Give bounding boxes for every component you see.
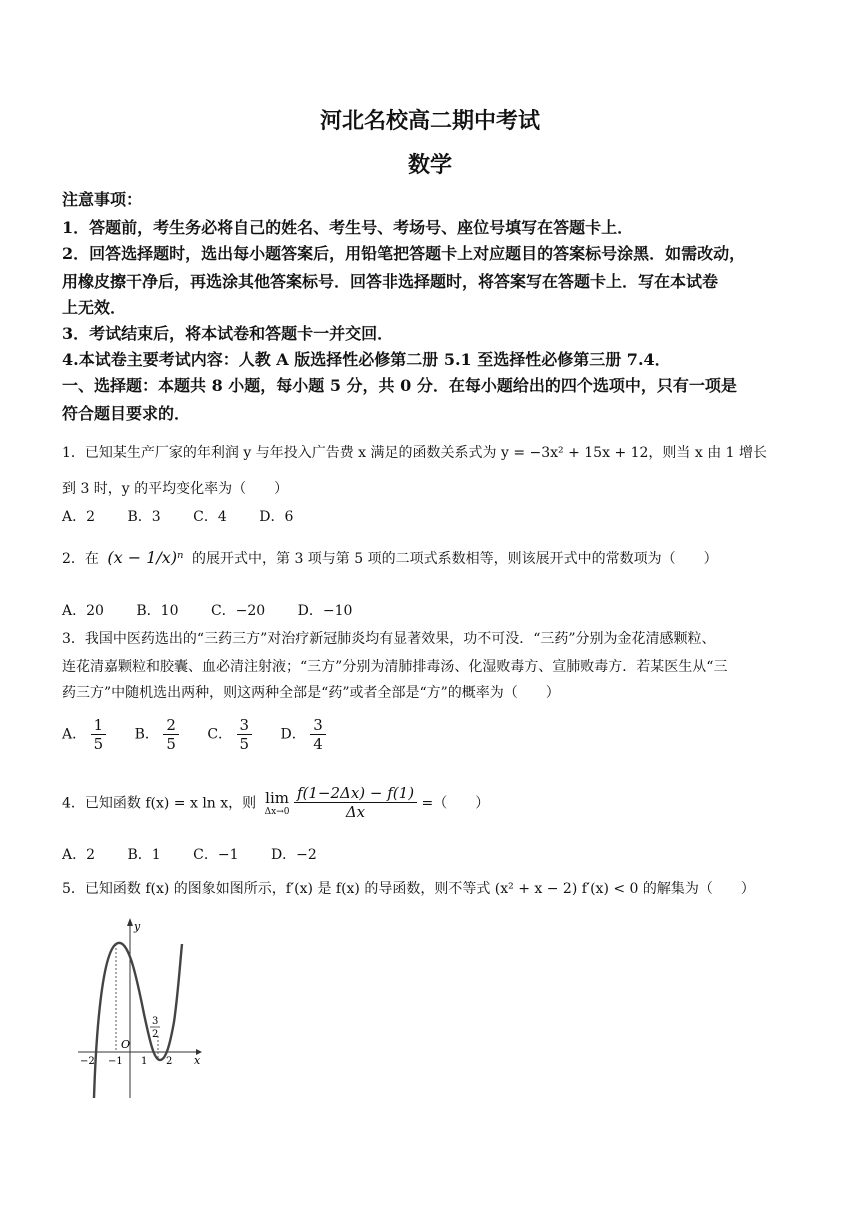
notice-heading: 注意事项： [62,190,143,209]
q1-option-b: B．3 [127,509,161,525]
graph-tick-1: 1 [141,1056,148,1067]
q4-numerator: f(1−2Δx) − f(1) [294,784,417,803]
graph-origin-label: O [121,1038,131,1051]
q2-suffix: 的展开式中，第 3 项与第 5 项的二项式系数相等，则该展开式中的常数项为（ ） [192,551,718,567]
graph-frac-num: 3 [152,1016,159,1027]
q1-option-d: D．6 [259,509,294,525]
q1-options [62,506,321,526]
graph-tick-2: 2 [166,1056,173,1067]
q3-option-b-den: 5 [166,735,176,753]
notice-item-3: 3．考试结束后，将本试卷和答题卡一并交回． [62,324,394,343]
q1-option-c: C．4 [193,509,227,525]
graph-y-label: y [134,920,141,933]
q3-option-d-den: 4 [313,735,323,753]
section-heading-cont: 符合题目要求的． [62,404,191,423]
exam-title: 河北名校高二期中考试 [319,108,540,134]
q3-option-c [207,716,252,753]
q4-fraction [294,784,417,821]
q4-lim-word: lim [265,788,289,807]
q5-stem: 5．已知函数 f(x) 的图象如图所示，f′(x) 是 f(x) 的导函数，则不等式 (x² + x − 2) f′(x) < 0 的解集为（ ） [62,881,755,897]
q2-option-c: C．−20 [210,603,266,619]
q2-options [62,600,380,620]
q4-option-b: B．1 [127,847,161,863]
q5-function-graph [74,914,204,1100]
section-heading: 一、选择题：本题共 8 小题，每小题 5 分，共 0 分．在每小题给出的四个选项中，只有一项是 [62,376,737,395]
graph-y-arrow-icon [127,918,133,926]
q3-option-b-fraction [163,716,179,753]
graph-tick-neg2: −2 [80,1056,95,1067]
q3-option-a-den: 5 [93,735,104,753]
graph-frac-den: 2 [152,1029,159,1040]
graph-curve [94,943,182,1098]
q2-option-a: A．20 [62,603,104,619]
q3-option-a-fraction [91,716,107,753]
notice-item-1: 1．答题前，考生务必将自己的姓名、考生号、考场号、座位号填写在答题卡上． [62,218,634,237]
q3-option-b-num: 2 [163,716,179,735]
q3-option-d-num: 3 [310,716,326,735]
q3-option-a [62,716,106,753]
q3-option-d [281,716,326,753]
notice-item-4: 4.本试卷主要考试内容：人教 A 版选择性必修第二册 5.1 至选择性必修第三册 7.4． [62,350,671,369]
subject-title: 数学 [407,152,452,178]
q3-line2: 连花清嘉颗粒和胶囊、血必清注射液；“三方”分别为清肺排毒汤、化湿败毒方、宣肺败毒方．若某医生从“三 [62,659,728,675]
q3-option-c-fraction [237,716,253,753]
q2-option-d: D．−10 [297,603,353,619]
q3-line3: 药三方”中随机选出两种，则这两种全部是“药”或者全部是“方”的概率为（ ） [62,685,560,701]
q1-option-a: A．2 [62,509,96,525]
graph-tick-neg1: −1 [108,1056,123,1067]
notice-item-2: 2．回答选择题时，选出每小题答案后，用铅笔把答题卡上对应题目的答案标号涂黑．如需改动， [62,244,746,263]
q3-option-a-label: A． [62,726,87,743]
q3-option-c-den: 5 [239,735,250,753]
q3-option-d-fraction [310,716,326,753]
q1-line2: 到 3 时，y 的平均变化率为（ ） [62,481,289,497]
q4-option-c: C．−1 [193,847,239,863]
q4-options [62,844,345,864]
q4-prefix: 4．已知函数 f(x) = x ln x，则 [62,795,257,812]
notice-item-2-end: 上无效． [62,298,127,317]
q3-option-b [135,716,179,753]
q4-stem [62,784,489,821]
q4-option-a: A．2 [62,847,96,863]
q4-limit [265,789,290,817]
q4-denominator: Δx [345,803,366,821]
q3-option-d-label: D． [280,726,306,743]
q2-expression: (x − 1/x)ⁿ [107,548,184,567]
q3-option-c-num: 3 [237,716,253,735]
q3-option-a-num: 1 [91,716,107,735]
q4-option-d: D．−2 [270,847,317,863]
q3-line1: 3．我国中医药选出的“三药三方”对治疗新冠肺炎均有显著效果，功不可没．“三药”分别为金花清感颗粒、 [62,631,716,647]
q1-line1: 1．已知某生产厂家的年利润 y 与年投入广告费 x 满足的函数关系式为 y = −3x² + 15x + 12，则当 x 由 1 增长 [62,445,768,461]
notice-item-2-cont: 用橡皮擦干净后，再选涂其他答案标号．回答非选择题时，将答案写在答题卡上．写在本试卷 [62,272,719,291]
graph-x-label: x [194,1054,201,1067]
q3-option-c-label: C． [207,726,233,743]
q3-options [62,716,326,753]
q3-option-b-label: B． [134,726,159,743]
q2-option-b: B．10 [136,603,179,619]
q2-stem [62,548,718,568]
q4-suffix: =（ ） [421,795,490,812]
q4-lim-sub: Δx→0 [264,806,290,817]
q2-prefix: 2．在 [62,551,99,567]
